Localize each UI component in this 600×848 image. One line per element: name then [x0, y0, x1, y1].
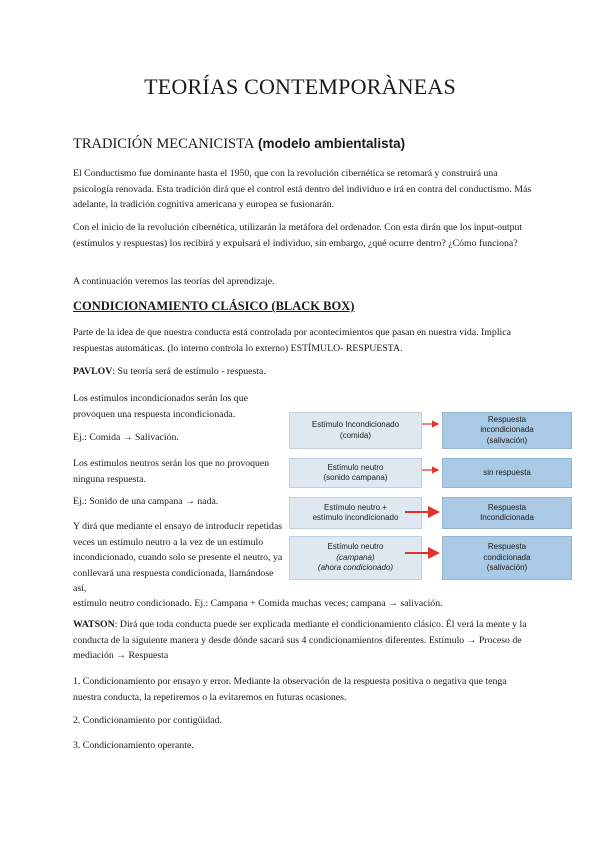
box-line: sin respuesta: [483, 467, 531, 477]
box-line: (campana): [336, 552, 375, 562]
paragraph-ensayo-tail: estímulo neutro condicionado. Ej.: Campana + Comida muchas veces; campana → salivación.: [73, 598, 443, 609]
paragraph-conductismo: El Conductismo fue dominante hasta el 1950, que con la revolución cibernética se retomará y construirá una psicología renovada. Esta tradición dirá que el control está dentro del individuo e irá en contra del conductismo. Más adelante, la tradición cognitiva americana y europea se fusionarán.: [73, 168, 532, 210]
pavlov-text: : Su teoría será de estímulo - respuesta.: [112, 366, 266, 377]
diagram-right-box-2: [442, 458, 572, 488]
paragraph-incondicionados: Los estímulos incondicionados serán los que provoquen una respuesta incondicionada.: [73, 393, 248, 420]
diagram-right-box-4: [442, 536, 572, 580]
box-line: (sonido campana): [323, 473, 388, 482]
heading-sub: (modelo ambientalista): [254, 136, 406, 151]
paragraph-watson: [73, 617, 533, 664]
diagram-left-box-3: [289, 497, 422, 529]
diagram-left-box-1: [289, 412, 422, 449]
paragraph-ensayo: Y dirá que mediante el ensayo de introducir repetidas veces un estímulo neutro a la vez de un estímulo incondicionado, cuando solo se presente el neutro, ya conllevará una respuesta condicionada, llamándose así,: [73, 521, 283, 594]
box-line: (salivación): [486, 563, 528, 573]
paragraph-pavlov: [73, 364, 533, 380]
list-item-3: 3. Condicionamiento operante.: [73, 740, 194, 751]
heading-main: TRADICIÓN MECANICISTA: [73, 136, 255, 152]
box-line: Estímulo neutro +: [324, 502, 387, 512]
box-line: incondicionada: [480, 425, 534, 435]
box-line: Estímulo neutro: [327, 542, 384, 552]
box-line: Respuesta: [487, 502, 527, 512]
list-item-1: 1. Condicionamiento por ensayo y error. Mediante la observación de la respuesta positiva o negativa que tenga nuestra conducta, la repetiremos o la evitaremos en futuras ocasiones.: [73, 676, 507, 703]
box-line: Incondicionada: [480, 513, 534, 522]
box-line: (ahora condicionado): [317, 563, 394, 573]
box-line: (salivación): [486, 435, 528, 445]
watson-text: : Dirá que toda conducta puede ser explicada mediante el condicionamiento clásico. Él verá la mente y la conducta de la siguiente manera y desde dónde sacará sus 4 condicionamientos diferentes. Estímulo → Proceso de mediación → Respuesta: [73, 619, 527, 661]
paragraph-continuacion: A continuación veremos las teorías del aprendizaje.: [73, 276, 275, 287]
section-heading-tradicion: [73, 136, 405, 153]
box-line: Respuesta: [487, 414, 527, 424]
paragraph-ej-campana: Ej.: Sonido de una campana → nada.: [73, 496, 219, 507]
list-item-2: 2. Condicionamiento por contigüidad.: [73, 715, 222, 726]
box-line: estímulo incondicionado: [312, 513, 399, 522]
box-line: (comida): [339, 430, 372, 440]
paragraph-ej-comida: Ej.: Comida → Salivación.: [73, 432, 179, 443]
pavlov-name: PAVLOV: [73, 366, 113, 377]
diagram-right-box-3: [442, 497, 572, 529]
section-heading-condicionamiento: CONDICIONAMIENTO CLÁSICO (BLACK BOX): [73, 299, 355, 313]
paragraph-cibernetica: Con el inicio de la revolución cibernética, utilizarán la metáfora del ordenador. Con esta dirán que los input-output (estímulos y respuestas) los recibirá y expulsará el individuo, sin embargo, ¿qué ocurre dentro? ¿Cómo funciona?: [73, 222, 523, 249]
watson-name: WATSON: [73, 619, 115, 630]
box-line: Estímulo neutro: [327, 462, 384, 472]
box-line: Estímulo Incondicionado: [311, 420, 400, 429]
page-title: TEORÍAS CONTEMPORÀNEAS: [144, 74, 456, 99]
diagram-left-box-2: [289, 458, 422, 488]
paragraph-neutros: Los estímulos neutros serán los que no provoquen ninguna respuesta.: [73, 458, 270, 485]
box-line: condicionada: [483, 552, 531, 562]
box-line: Respuesta: [487, 542, 527, 552]
paragraph-parte: Parte de la idea de que nuestra conducta está controlada por acontecimientos que pasan en nuestra vida. Implica respuestas automáticas. (lo interno controla lo externo) ESTÍMULO- RESPUESTA.: [73, 327, 511, 354]
diagram-left-box-4: [289, 536, 422, 580]
diagram-right-box-1: [442, 412, 572, 449]
